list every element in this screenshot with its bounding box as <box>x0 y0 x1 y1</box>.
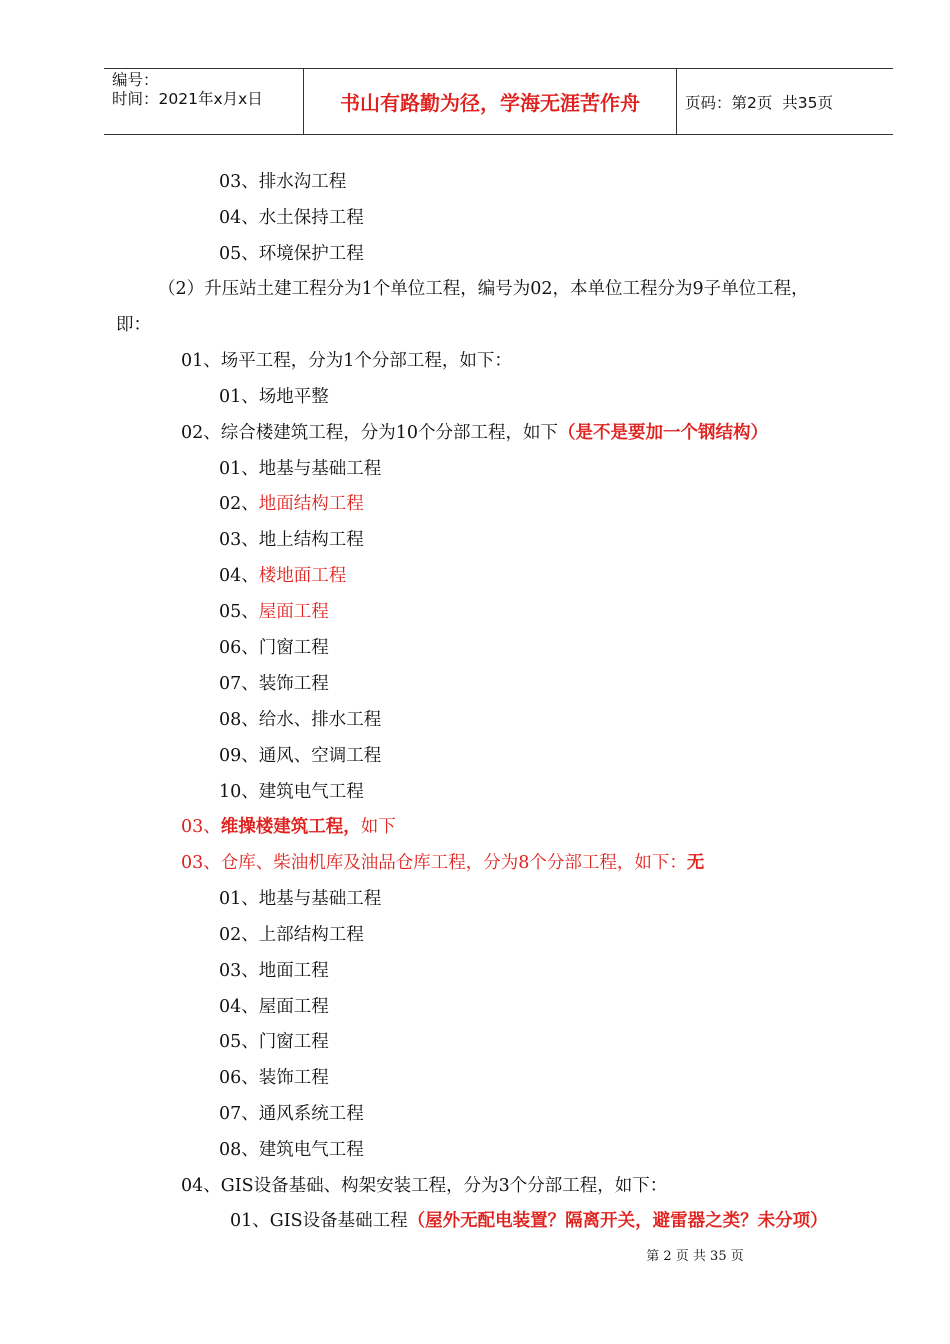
paragraph: （2）升压站土建工程分为1个单位工程，编号为02，本单位工程分为9子单位工程， <box>158 279 809 299</box>
header-meta <box>104 69 304 134</box>
review-note: （是不是要加一个钢结构） <box>558 423 769 443</box>
list-item: 01、场地平整 <box>219 387 329 407</box>
paragraph-continuation: 即： <box>116 315 151 335</box>
list-item: 04、GIS设备基础、构架安装工程，分为3个分部工程，如下： <box>181 1176 668 1196</box>
list-item: 03、维操楼建筑工程，如下 <box>181 817 396 837</box>
page-footer <box>0 1245 950 1264</box>
list-item: 05、门窗工程 <box>219 1032 329 1052</box>
header-page-label: 页码：第2页 共35页 <box>685 93 833 112</box>
list-item: 10、建筑电气工程 <box>219 782 364 802</box>
list-item: 06、门窗工程 <box>219 638 329 658</box>
list-item: 06、装饰工程 <box>219 1068 329 1088</box>
list-item: 03、地面工程 <box>219 961 329 981</box>
list-item: 04、屋面工程 <box>219 997 329 1017</box>
list-item: 08、给水、排水工程 <box>219 710 382 730</box>
header-time-label: 时间：2021年x月x日 <box>112 90 263 108</box>
footer-page-number: 第 2 页 共 35 页 <box>646 1249 744 1264</box>
list-item: 08、建筑电气工程 <box>219 1140 364 1160</box>
list-item: 04、楼地面工程 <box>219 566 347 586</box>
list-item: 01、地基与基础工程 <box>219 459 382 479</box>
header-page-info <box>677 69 893 134</box>
list-item: 09、通风、空调工程 <box>219 746 382 766</box>
header-motto: 书山有路勤为径，学海无涯苦作舟 <box>304 69 677 134</box>
list-item: 01、场平工程，分为1个分部工程，如下： <box>181 351 512 371</box>
review-note: （屋外无配电装置？隔离开关，避雷器之类？未分项） <box>407 1211 828 1231</box>
list-item: 03、排水沟工程 <box>219 172 347 192</box>
list-item: 02、上部结构工程 <box>219 925 364 945</box>
list-item: 03、地上结构工程 <box>219 530 364 550</box>
list-item: 07、通风系统工程 <box>219 1104 364 1124</box>
list-item: 05、屋面工程 <box>219 602 329 622</box>
list-item: 01、GIS设备基础工程（屋外无配电装置？隔离开关，避雷器之类？未分项） <box>230 1211 828 1231</box>
header-number-label: 编号： <box>112 71 159 89</box>
list-item: 02、综合楼建筑工程，分为10个分部工程，如下（是不是要加一个钢结构） <box>181 423 769 443</box>
page-header <box>104 68 893 135</box>
list-item: 05、环境保护工程 <box>219 244 364 264</box>
list-item: 07、装饰工程 <box>219 674 329 694</box>
list-item: 02、地面结构工程 <box>219 494 364 514</box>
list-item: 01、地基与基础工程 <box>219 889 382 909</box>
list-item: 04、水土保持工程 <box>219 208 364 228</box>
list-item: 03、仓库、柴油机库及油品仓库工程，分为8个分部工程，如下：无 <box>181 853 705 873</box>
